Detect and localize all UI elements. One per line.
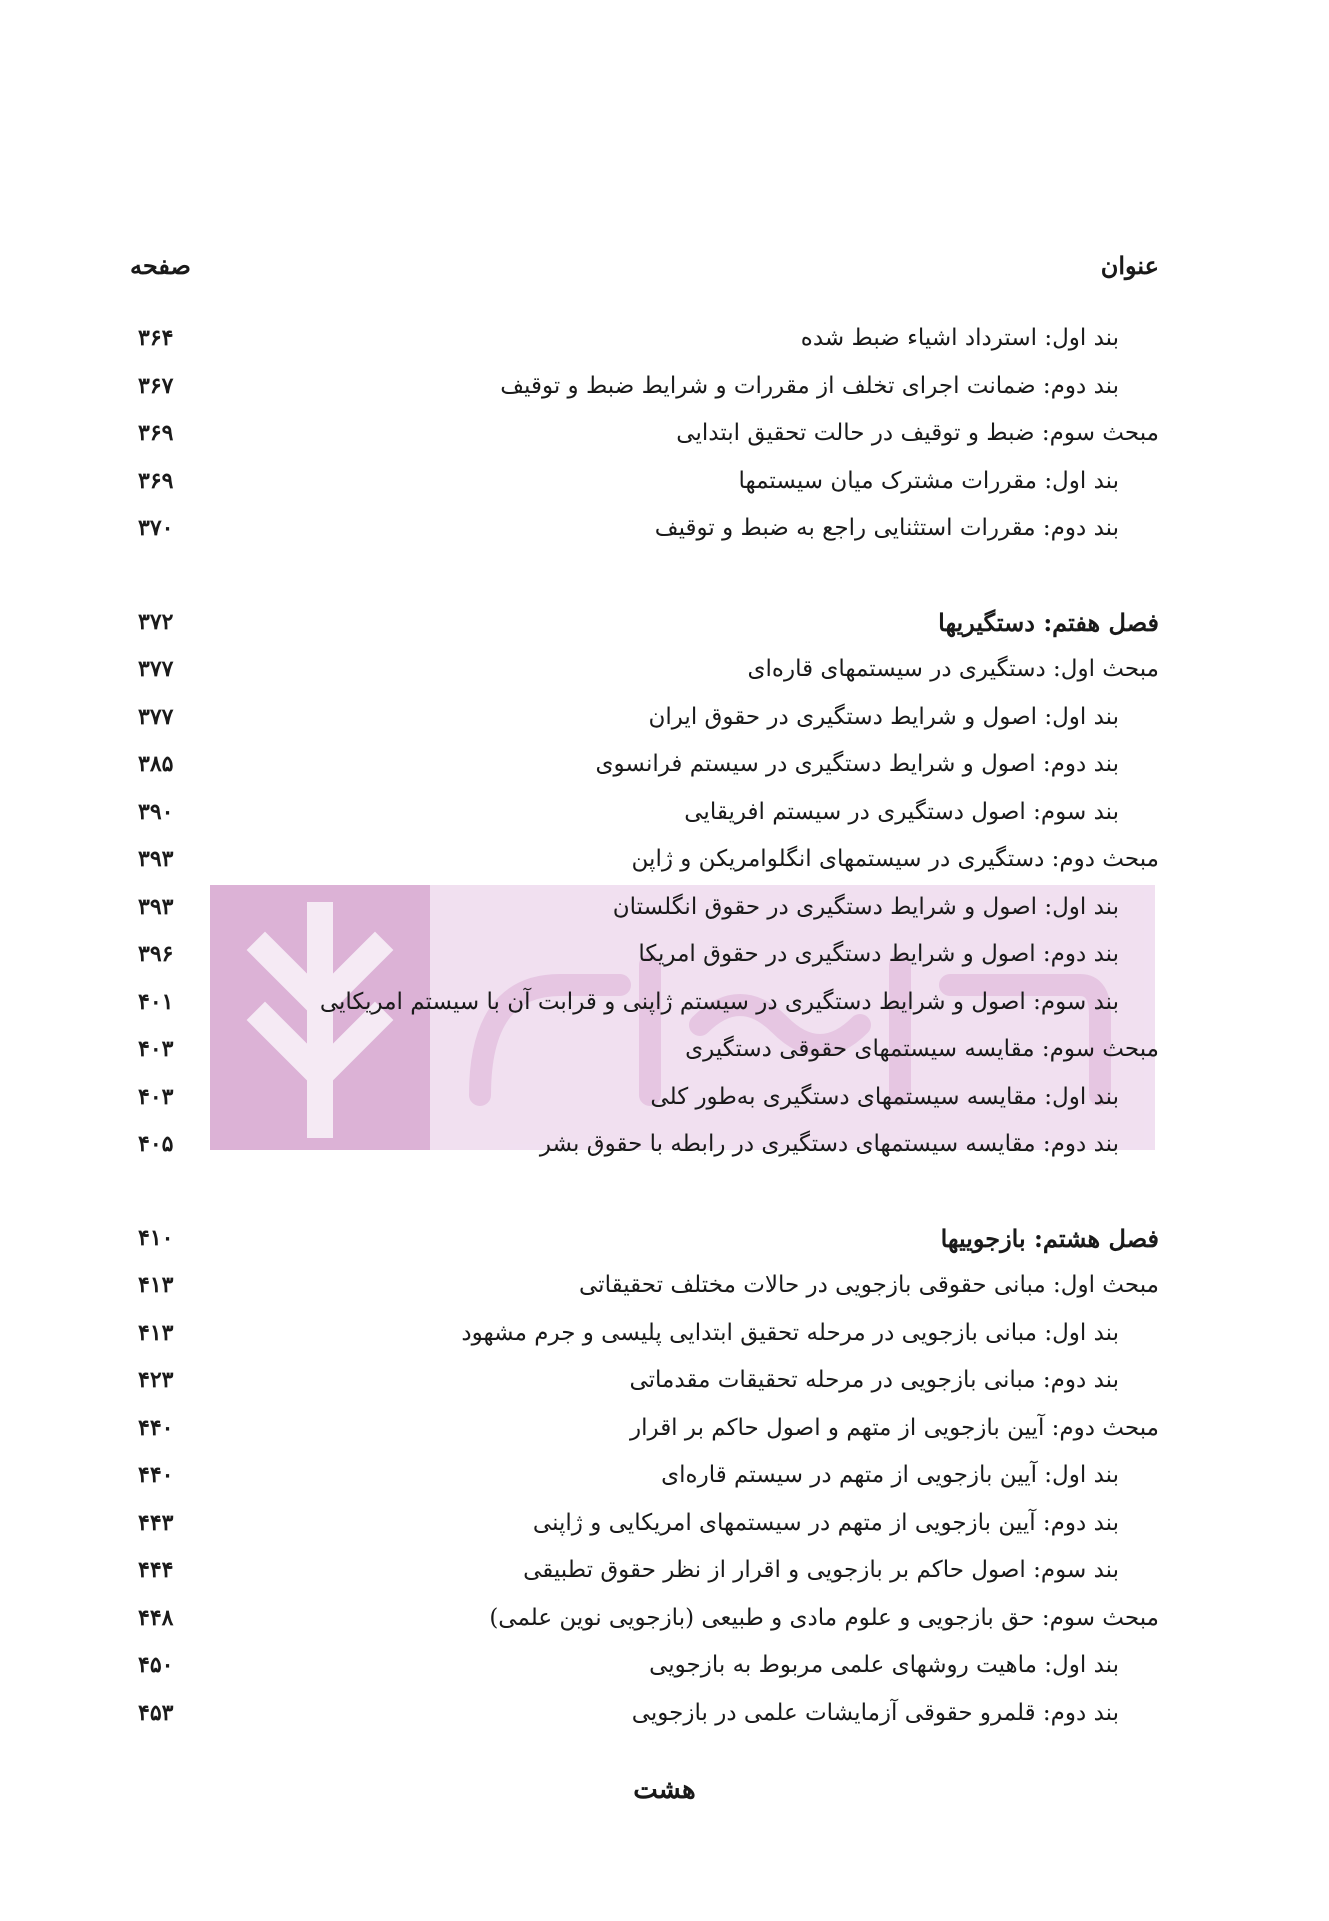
- toc-entry-item: [130, 1121, 1159, 1169]
- toc-entry-chapter: [130, 599, 1159, 647]
- toc-entry-title: بند اول: آیین بازجویی از متهم در سیستم قاره‌ای: [661, 1462, 1119, 1488]
- toc-entry-title: بند دوم: ضمانت اجرای تخلف از مقررات و شرایط ضبط و توقیف: [500, 372, 1119, 399]
- toc-page-number: ۴۱۳: [138, 1319, 174, 1346]
- toc-entry-item: [130, 931, 1159, 979]
- toc-entry-title: مبحث سوم: ضبط و توقیف در حالت تحقیق ابتدایی: [676, 420, 1159, 446]
- toc-page-number: ۴۴۳: [138, 1509, 174, 1536]
- toc-page-number: ۳۹۰: [138, 798, 174, 825]
- toc-entry-title: بند دوم: مقررات استثنایی راجع به ضبط و توقیف: [654, 515, 1119, 541]
- toc-page-number: ۳۷۲: [138, 608, 174, 635]
- toc-page-number: ۳۷۷: [138, 656, 174, 682]
- toc-page-number: ۴۰۳: [138, 1036, 174, 1062]
- toc-entry-item: [130, 1357, 1159, 1405]
- toc-entry-title: مبحث دوم: آیین بازجویی از متهم و اصول حاکم بر اقرار: [630, 1414, 1159, 1441]
- toc-entry-title: بند سوم: اصول حاکم بر بازجویی و اقرار از نظر حقوق تطبیقی: [523, 1557, 1119, 1583]
- toc-page-number: ۴۴۰: [138, 1414, 174, 1441]
- toc-entry-item: [130, 458, 1159, 506]
- toc-entry-section: [130, 646, 1159, 694]
- toc-page-number: ۴۴۴: [138, 1557, 174, 1583]
- page-number: هشت: [633, 1775, 696, 1805]
- toc-entry-title: فصل هشتم: بازجوییها: [940, 1223, 1159, 1253]
- toc-entry-title: بند دوم: آیین بازجویی از متهم در سیستمهای امریکایی و ژاپنی: [532, 1509, 1119, 1536]
- toc-entry-item: [130, 1310, 1159, 1358]
- toc-entry-item: [130, 1074, 1159, 1122]
- toc-entry-title: مبحث اول: دستگیری در سیستمهای قاره‌ای: [747, 656, 1159, 682]
- toc-page-number: ۳۶۹: [138, 467, 174, 494]
- toc-page-number: ۳۸۵: [138, 751, 174, 777]
- toc-entry-item: [130, 979, 1159, 1027]
- toc-entry-title: مبحث دوم: دستگیری در سیستمهای انگلوامریکن و ژاپن: [631, 846, 1159, 872]
- toc-entry-item: [130, 1547, 1159, 1595]
- toc-entry-title: بند اول: استرداد اشیاء ضبط شده: [800, 325, 1119, 351]
- toc-entry-item: [130, 789, 1159, 837]
- toc-entry-title: بند اول: مقایسه سیستمهای دستگیری به‌طور کلی: [650, 1083, 1119, 1110]
- toc-entry-item: [130, 315, 1159, 363]
- toc-entry-item: [130, 1642, 1159, 1690]
- toc-entry-title: بند اول: مقررات مشترک میان سیستمها: [738, 467, 1119, 494]
- toc-page-number: ۴۲۳: [138, 1367, 174, 1393]
- toc-entry-title: بند دوم: مبانی بازجویی در مرحله تحقیقات مقدماتی: [629, 1367, 1119, 1393]
- toc-entry-title: بند سوم: اصول دستگیری در سیستم افریقایی: [684, 798, 1119, 825]
- toc-entry-title: بند سوم: اصول و شرایط دستگیری در سیستم ژاپنی و قرابت آن با سیستم امریکایی: [319, 988, 1119, 1015]
- toc-entry-title: بند اول: مبانی بازجویی در مرحله تحقیق ابتدایی پلیسی و جرم مشهود: [461, 1319, 1119, 1346]
- toc-entry-section: [130, 1595, 1159, 1643]
- toc-entry-title: فصل هفتم: دستگیریها: [938, 607, 1159, 637]
- toc-page-number: ۴۰۳: [138, 1083, 174, 1110]
- toc-entry-title: بند دوم: اصول و شرایط دستگیری در حقوق امریکا: [638, 941, 1119, 967]
- toc-entry-chapter: [130, 1215, 1159, 1263]
- toc-page-number: ۴۰۵: [138, 1131, 174, 1157]
- toc-entry-item: [130, 363, 1159, 411]
- title-column-label: عنوان: [1100, 250, 1159, 280]
- group-spacer: [130, 553, 1159, 599]
- toc-entry-title: بند دوم: اصول و شرایط دستگیری در سیستم فرانسوی: [595, 751, 1119, 777]
- toc-page-number: ۳۶۹: [138, 420, 174, 446]
- toc-page-number: ۳۹۶: [138, 941, 174, 967]
- toc-header: [130, 245, 1159, 285]
- toc-entry-section: [130, 1262, 1159, 1310]
- toc-entry-title: بند اول: ماهیت روشهای علمی مربوط به بازجویی: [649, 1652, 1119, 1678]
- toc-page-number: ۳۷۰: [138, 515, 174, 541]
- toc-entry-section: [130, 836, 1159, 884]
- group-spacer: [130, 1169, 1159, 1215]
- toc-entry-item: [130, 1690, 1159, 1738]
- toc-entry-title: مبحث سوم: مقایسه سیستمهای حقوقی دستگیری: [685, 1036, 1159, 1062]
- toc-entry-section: [130, 1026, 1159, 1074]
- toc-entry-title: بند دوم: مقایسه سیستمهای دستگیری در رابطه با حقوق بشر: [539, 1131, 1119, 1157]
- toc-page-number: ۳۹۳: [138, 846, 174, 872]
- toc-page-number: ۳۶۷: [138, 372, 174, 399]
- toc-entry-item: [130, 741, 1159, 789]
- toc-page-number: ۴۰۱: [138, 988, 174, 1015]
- table-of-contents: [130, 315, 1159, 1737]
- toc-entry-item: [130, 505, 1159, 553]
- toc-entry-item: [130, 884, 1159, 932]
- toc-entry-section: [130, 1405, 1159, 1453]
- toc-page-number: ۳۷۷: [138, 703, 174, 730]
- toc-entry-title: بند اول: اصول و شرایط دستگیری در حقوق ایران: [648, 703, 1119, 730]
- toc-entry-section: [130, 410, 1159, 458]
- toc-entry-title: بند دوم: قلمرو حقوقی آزمایشات علمی در بازجویی: [631, 1699, 1119, 1726]
- page-column-label: صفحه: [130, 250, 191, 280]
- toc-page-number: ۴۱۳: [138, 1272, 174, 1298]
- toc-page-number: ۳۶۴: [138, 325, 174, 351]
- toc-entry-title: بند اول: اصول و شرایط دستگیری در حقوق انگلستان: [612, 893, 1119, 920]
- toc-entry-title: مبحث اول: مبانی حقوقی بازجویی در حالات مختلف تحقیقاتی: [579, 1272, 1159, 1298]
- toc-entry-item: [130, 694, 1159, 742]
- toc-page-number: ۴۴۸: [138, 1604, 174, 1631]
- toc-page-number: ۴۴۰: [138, 1462, 174, 1488]
- toc-entry-title: مبحث سوم: حق بازجویی و علوم مادی و طبیعی (بازجویی نوین علمی): [489, 1604, 1159, 1631]
- toc-page-number: ۴۵۰: [138, 1652, 174, 1678]
- toc-page-number: ۴۵۳: [138, 1699, 174, 1726]
- toc-page-number: ۴۱۰: [138, 1224, 174, 1251]
- toc-entry-item: [130, 1500, 1159, 1548]
- toc-page-number: ۳۹۳: [138, 893, 174, 920]
- toc-entry-item: [130, 1452, 1159, 1500]
